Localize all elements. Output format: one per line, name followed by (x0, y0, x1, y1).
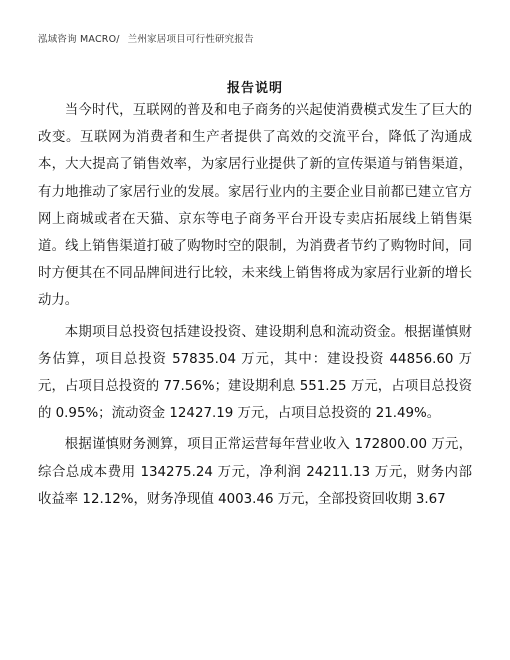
report-body (38, 97, 472, 517)
paragraph-financial-summary: 根据谨慎财务测算，项目正常运营每年营业收入 172800.00 万元，综合总成本费用 134275.24 万元，净利润 24211.13 万元，财务内部收益率 12.12%，财务净现值 4003.46 万元，全部投资回收期 3.67 (38, 437, 472, 507)
paragraph-investment-summary: 本期项目总投资包括建设投资、建设期利息和流动资金。根据谨慎财务估算，项目总投资 57835.04 万元，其中：建设投资 44856.60 万元，占项目总投资的 77.56%；建设期利息 551.25 万元，占项目总投资的 0.95%；流动资金 12427.19 万元，占项目总投资的 21.49%。 (38, 324, 472, 422)
page-header (38, 31, 254, 45)
paragraph-market-background: 当今时代，互联网的普及和电子商务的兴起使消费模式发生了巨大的改变。互联网为消费者和生产者提供了高效的交流平台，降低了沟通成本，大大提高了销售效率，为家居行业提供了新的宣传渠道与销售渠道，有力地推动了家居行业的发展。家居行业内的主要企业目前都已建立官方网上商城或者在天猫、京东等电子商务平台开设专卖店拓展线上销售渠道。线上销售渠道打破了购物时空的限制，为消费者节约了购物时间，同时方便其在不同品牌间进行比较，未来线上销售将成为家居行业新的增长动力。 (38, 103, 472, 309)
header-doc-title: 兰州家居项目可行性研究报告 (127, 34, 254, 45)
header-source: 泓域咨询 MACRO/ (38, 34, 120, 45)
section-title: 报告说明 (226, 81, 283, 96)
